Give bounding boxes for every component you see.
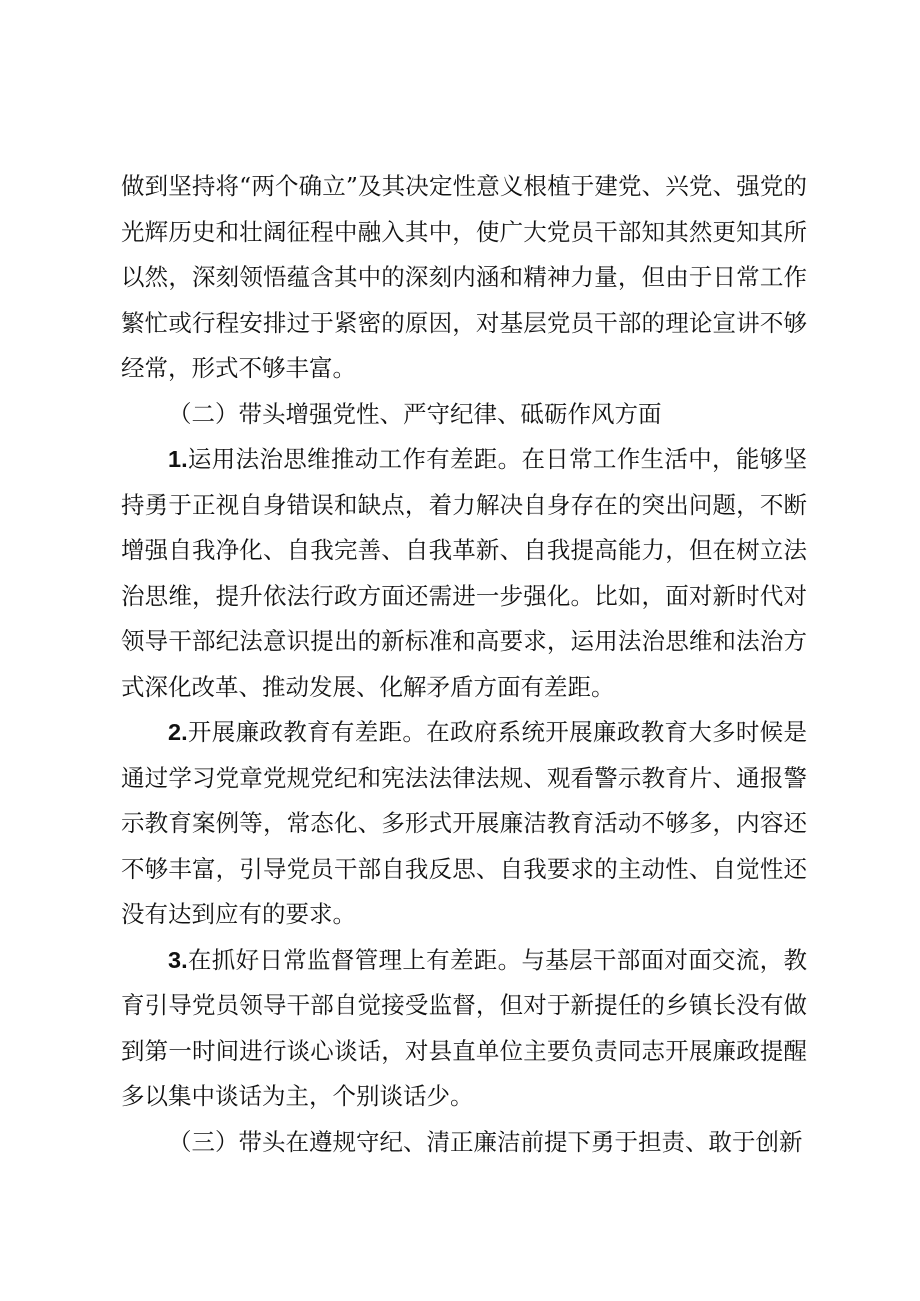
paragraph-text: 做到坚持将“两个确立”及其决定性意义根植于建党、兴党、强党的光辉历史和壮阔征程中融入其中，使广大党员干部知其然更知其所以然，深刻领悟蕴含其中的深刻内涵和精神力量，但由于日常工作繁忙或行程安排过于紧密的原因，对基层党员干部的理论宣讲不够经常，形式不够丰富。 bbox=[121, 172, 807, 382]
heading-text: （三）带头在遵规守纪、清正廉洁前提下勇于担责、敢于创新 bbox=[168, 1127, 803, 1156]
list-item-3 bbox=[121, 938, 807, 1120]
paragraph-continuation bbox=[121, 164, 807, 392]
heading-text: （二）带头增强党性、严守纪律、砥砺作风方面 bbox=[168, 399, 662, 428]
item-number: 1 bbox=[168, 446, 182, 472]
item-number-dot: . bbox=[181, 946, 188, 973]
list-item-1 bbox=[121, 437, 807, 710]
section-heading-3 bbox=[121, 1120, 807, 1166]
item-number-dot: . bbox=[181, 719, 188, 745]
item-number: 3 bbox=[168, 946, 182, 973]
item-number: 2 bbox=[168, 719, 182, 745]
document-body bbox=[121, 164, 807, 1165]
item-text: 运用法治思维推动工作有差距。在日常工作生活中，能够坚持勇于正视自身错误和缺点，着力解决自身存在的突出问题，不断增强自我净化、自我完善、自我革新、自我提高能力，但在树立法治思维，提升依法行政方面还需进一步强化。比如，面对新时代对领导干部纪法意识提出的新标准和高要求，运用法治思维和法治方式深化改革、推动发展、化解矛盾方面有差距。 bbox=[121, 445, 807, 701]
item-number-dot: . bbox=[181, 446, 188, 472]
section-heading-2 bbox=[121, 392, 807, 438]
item-text: 开展廉政教育有差距。在政府系统开展廉政教育大多时候是通过学习党章党规党纪和宪法法律法规、观看警示教育片、通报警示教育案例等，常态化、多形式开展廉洁教育活动不够多，内容还不够丰富，引导党员干部自我反思、自我要求的主动性、自觉性还没有达到应有的要求。 bbox=[121, 718, 807, 928]
item-text: 在抓好日常监督管理上有差距。与基层干部面对面交流，教育引导党员领导干部自觉接受监督，但对于新提任的乡镇长没有做到第一时间进行谈心谈话，对县直单位主要负责同志开展廉政提醒多以集中谈话为主，个别谈话少。 bbox=[121, 945, 807, 1110]
list-item-2 bbox=[121, 710, 807, 938]
